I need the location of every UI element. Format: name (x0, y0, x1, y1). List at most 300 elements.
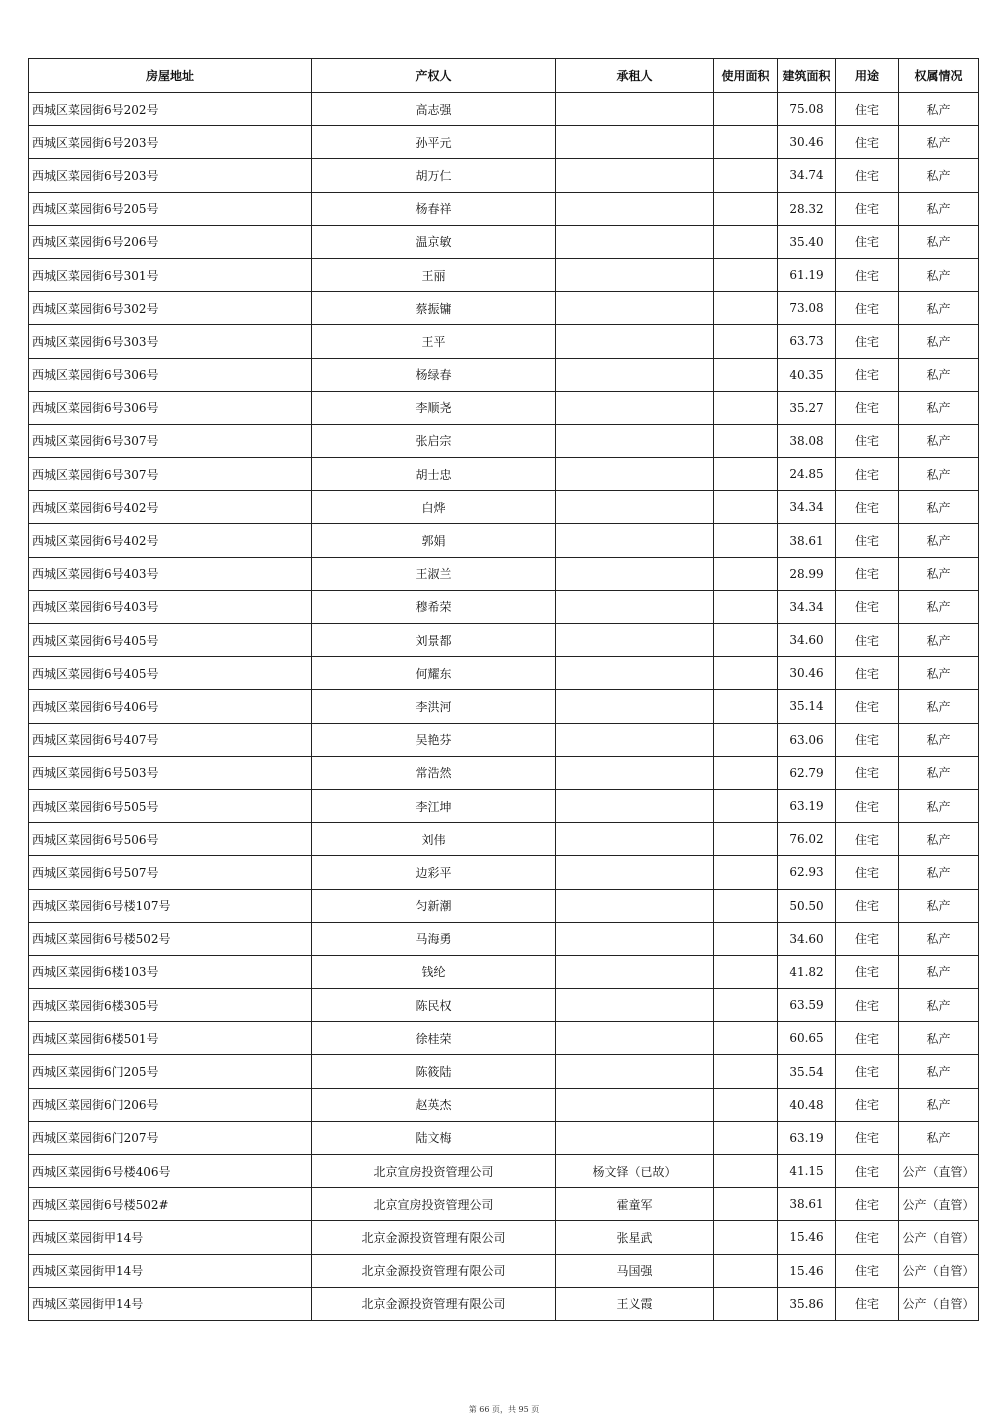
cell-usable-area (714, 93, 778, 126)
cell-building-area: 15.46 (778, 1254, 836, 1287)
table-row (29, 524, 979, 557)
cell-tenant (556, 225, 714, 258)
cell-usable-area (714, 823, 778, 856)
cell-usable-area (714, 126, 778, 159)
cell-owner: 王平 (312, 325, 556, 358)
cell-usable-area (714, 159, 778, 192)
cell-owner: 杨春祥 (312, 192, 556, 225)
cell-address: 西城区菜园街6号楼406号 (29, 1155, 312, 1188)
cell-building-area: 63.06 (778, 723, 836, 756)
cell-address: 西城区菜园街6号301号 (29, 258, 312, 291)
cell-building-area: 35.14 (778, 690, 836, 723)
cell-owner: 边彩平 (312, 856, 556, 889)
cell-tenant (556, 159, 714, 192)
header-usage: 用途 (836, 59, 899, 93)
cell-usable-area (714, 955, 778, 988)
table-row (29, 856, 979, 889)
cell-owner: 杨绿春 (312, 358, 556, 391)
cell-owner: 徐桂荣 (312, 1022, 556, 1055)
cell-tenant (556, 624, 714, 657)
cell-owner: 钱纶 (312, 955, 556, 988)
cell-usage: 住宅 (836, 192, 899, 225)
cell-building-area: 41.82 (778, 955, 836, 988)
cell-building-area: 63.73 (778, 325, 836, 358)
cell-ownership: 私产 (899, 258, 979, 291)
header-address: 房屋地址 (29, 59, 312, 93)
cell-owner: 匀新潮 (312, 889, 556, 922)
cell-tenant (556, 192, 714, 225)
cell-tenant (556, 491, 714, 524)
cell-address: 西城区菜园街6号203号 (29, 126, 312, 159)
cell-address: 西城区菜园街6号407号 (29, 723, 312, 756)
cell-usable-area (714, 192, 778, 225)
cell-tenant (556, 524, 714, 557)
cell-address: 西城区菜园街6号楼502号 (29, 922, 312, 955)
cell-tenant (556, 1022, 714, 1055)
cell-owner: 北京金源投资管理有限公司 (312, 1254, 556, 1287)
table-row (29, 458, 979, 491)
cell-address: 西城区菜园街6号306号 (29, 391, 312, 424)
cell-address: 西城区菜园街6号楼107号 (29, 889, 312, 922)
cell-ownership: 私产 (899, 889, 979, 922)
cell-ownership: 私产 (899, 657, 979, 690)
table-row (29, 989, 979, 1022)
cell-tenant (556, 922, 714, 955)
cell-ownership: 私产 (899, 756, 979, 789)
cell-address: 西城区菜园街6号402号 (29, 491, 312, 524)
table-row (29, 491, 979, 524)
cell-tenant (556, 258, 714, 291)
page-number: 第 66 页，共 95 页 (468, 1405, 540, 1414)
cell-usage: 住宅 (836, 889, 899, 922)
cell-ownership: 私产 (899, 723, 979, 756)
cell-usable-area (714, 391, 778, 424)
table-row (29, 1022, 979, 1055)
table-row (29, 889, 979, 922)
cell-usage: 住宅 (836, 225, 899, 258)
table-row (29, 756, 979, 789)
cell-usage: 住宅 (836, 258, 899, 291)
cell-owner: 王丽 (312, 258, 556, 291)
table-body (29, 93, 979, 1321)
cell-ownership: 私产 (899, 424, 979, 457)
cell-ownership: 私产 (899, 856, 979, 889)
cell-usable-area (714, 1155, 778, 1188)
cell-building-area: 38.08 (778, 424, 836, 457)
cell-usage: 住宅 (836, 358, 899, 391)
cell-ownership: 私产 (899, 690, 979, 723)
cell-address: 西城区菜园街6号405号 (29, 657, 312, 690)
cell-building-area: 40.48 (778, 1088, 836, 1121)
table-row (29, 789, 979, 822)
table-row (29, 1088, 979, 1121)
cell-address: 西城区菜园街6号307号 (29, 458, 312, 491)
cell-owner: 李洪河 (312, 690, 556, 723)
cell-owner: 马海勇 (312, 922, 556, 955)
cell-usable-area (714, 258, 778, 291)
table-row (29, 1188, 979, 1221)
cell-ownership: 私产 (899, 955, 979, 988)
cell-usable-area (714, 1121, 778, 1154)
cell-usable-area (714, 292, 778, 325)
cell-usable-area (714, 889, 778, 922)
cell-ownership: 私产 (899, 789, 979, 822)
cell-tenant: 马国强 (556, 1254, 714, 1287)
cell-usage: 住宅 (836, 624, 899, 657)
table-row (29, 192, 979, 225)
cell-tenant (556, 823, 714, 856)
cell-tenant (556, 723, 714, 756)
cell-usage: 住宅 (836, 1254, 899, 1287)
cell-ownership: 私产 (899, 1088, 979, 1121)
cell-usage: 住宅 (836, 1188, 899, 1221)
cell-tenant (556, 325, 714, 358)
table-row (29, 93, 979, 126)
cell-owner: 吴艳芬 (312, 723, 556, 756)
table-row (29, 1055, 979, 1088)
cell-address: 西城区菜园街6号203号 (29, 159, 312, 192)
cell-tenant: 霍童军 (556, 1188, 714, 1221)
cell-usable-area (714, 657, 778, 690)
header-usable-area: 使用面积 (714, 59, 778, 93)
cell-address: 西城区菜园街6号405号 (29, 624, 312, 657)
property-table (28, 58, 979, 1321)
cell-usable-area (714, 624, 778, 657)
cell-building-area: 62.93 (778, 856, 836, 889)
cell-building-area: 28.99 (778, 557, 836, 590)
cell-usage: 住宅 (836, 657, 899, 690)
cell-owner: 李顺尧 (312, 391, 556, 424)
cell-usable-area (714, 491, 778, 524)
cell-building-area: 61.19 (778, 258, 836, 291)
cell-building-area: 34.34 (778, 590, 836, 623)
cell-tenant (556, 458, 714, 491)
cell-usage: 住宅 (836, 159, 899, 192)
cell-usable-area (714, 424, 778, 457)
cell-usable-area (714, 358, 778, 391)
cell-building-area: 40.35 (778, 358, 836, 391)
cell-usable-area (714, 524, 778, 557)
cell-tenant: 王义霞 (556, 1287, 714, 1320)
cell-building-area: 50.50 (778, 889, 836, 922)
table-row (29, 391, 979, 424)
table-row (29, 258, 979, 291)
cell-building-area: 62.79 (778, 756, 836, 789)
cell-usable-area (714, 1188, 778, 1221)
cell-building-area: 63.19 (778, 789, 836, 822)
cell-ownership: 私产 (899, 292, 979, 325)
cell-building-area: 35.54 (778, 1055, 836, 1088)
cell-owner: 北京宣房投资管理公司 (312, 1188, 556, 1221)
cell-usable-area (714, 989, 778, 1022)
cell-address: 西城区菜园街甲14号 (29, 1221, 312, 1254)
cell-owner: 张启宗 (312, 424, 556, 457)
cell-building-area: 35.86 (778, 1287, 836, 1320)
table-row (29, 1287, 979, 1320)
cell-ownership: 公产（直管） (899, 1155, 979, 1188)
cell-usable-area (714, 690, 778, 723)
table-row (29, 690, 979, 723)
cell-address: 西城区菜园街6号302号 (29, 292, 312, 325)
cell-tenant (556, 989, 714, 1022)
cell-ownership: 公产（自管） (899, 1221, 979, 1254)
table-row (29, 225, 979, 258)
cell-owner: 何耀东 (312, 657, 556, 690)
cell-tenant (556, 1055, 714, 1088)
cell-address: 西城区菜园街6门206号 (29, 1088, 312, 1121)
cell-address: 西城区菜园街6号505号 (29, 789, 312, 822)
cell-ownership: 私产 (899, 458, 979, 491)
cell-tenant (556, 358, 714, 391)
cell-ownership: 公产（直管） (899, 1188, 979, 1221)
cell-ownership: 私产 (899, 192, 979, 225)
cell-usable-area (714, 723, 778, 756)
table-row (29, 292, 979, 325)
cell-usage: 住宅 (836, 292, 899, 325)
cell-usable-area (714, 856, 778, 889)
cell-usable-area (714, 756, 778, 789)
cell-usage: 住宅 (836, 557, 899, 590)
header-row (29, 59, 979, 93)
cell-ownership: 私产 (899, 358, 979, 391)
cell-owner: 郭娟 (312, 524, 556, 557)
cell-ownership: 私产 (899, 225, 979, 258)
cell-owner: 温京敏 (312, 225, 556, 258)
cell-usable-area (714, 1287, 778, 1320)
table-row (29, 325, 979, 358)
cell-building-area: 34.60 (778, 624, 836, 657)
cell-ownership: 私产 (899, 922, 979, 955)
table-row (29, 624, 979, 657)
cell-owner: 北京金源投资管理有限公司 (312, 1221, 556, 1254)
cell-owner: 高志强 (312, 93, 556, 126)
cell-usable-area (714, 590, 778, 623)
cell-usage: 住宅 (836, 325, 899, 358)
cell-building-area: 35.40 (778, 225, 836, 258)
cell-building-area: 30.46 (778, 126, 836, 159)
cell-owner: 北京金源投资管理有限公司 (312, 1287, 556, 1320)
cell-tenant (556, 789, 714, 822)
cell-usable-area (714, 1022, 778, 1055)
header-owner: 产权人 (312, 59, 556, 93)
cell-address: 西城区菜园街6号403号 (29, 557, 312, 590)
cell-address: 西城区菜园街6号403号 (29, 590, 312, 623)
cell-ownership: 私产 (899, 391, 979, 424)
cell-building-area: 30.46 (778, 657, 836, 690)
cell-building-area: 75.08 (778, 93, 836, 126)
cell-usable-area (714, 458, 778, 491)
cell-tenant (556, 889, 714, 922)
cell-owner: 刘伟 (312, 823, 556, 856)
cell-usable-area (714, 1221, 778, 1254)
cell-building-area: 63.59 (778, 989, 836, 1022)
cell-usage: 住宅 (836, 458, 899, 491)
cell-usage: 住宅 (836, 789, 899, 822)
table-row (29, 1155, 979, 1188)
table-row (29, 922, 979, 955)
cell-usage: 住宅 (836, 1155, 899, 1188)
cell-tenant (556, 557, 714, 590)
cell-usable-area (714, 789, 778, 822)
cell-usage: 住宅 (836, 690, 899, 723)
cell-owner: 陈筱陆 (312, 1055, 556, 1088)
cell-usable-area (714, 1055, 778, 1088)
cell-building-area: 34.60 (778, 922, 836, 955)
cell-tenant (556, 292, 714, 325)
cell-owner: 常浩然 (312, 756, 556, 789)
cell-usage: 住宅 (836, 1022, 899, 1055)
cell-owner: 白烨 (312, 491, 556, 524)
cell-address: 西城区菜园街6号202号 (29, 93, 312, 126)
cell-tenant (556, 1088, 714, 1121)
cell-address: 西城区菜园街6号307号 (29, 424, 312, 457)
cell-ownership: 公产（自管） (899, 1254, 979, 1287)
cell-tenant (556, 1121, 714, 1154)
cell-address: 西城区菜园街6门205号 (29, 1055, 312, 1088)
cell-building-area: 41.15 (778, 1155, 836, 1188)
cell-usage: 住宅 (836, 93, 899, 126)
cell-owner: 陆文梅 (312, 1121, 556, 1154)
cell-usage: 住宅 (836, 723, 899, 756)
cell-usage: 住宅 (836, 1287, 899, 1320)
cell-building-area: 73.08 (778, 292, 836, 325)
cell-owner: 刘景都 (312, 624, 556, 657)
table-row (29, 1121, 979, 1154)
cell-building-area: 76.02 (778, 823, 836, 856)
cell-address: 西城区菜园街甲14号 (29, 1254, 312, 1287)
cell-owner: 蔡振镛 (312, 292, 556, 325)
cell-ownership: 私产 (899, 491, 979, 524)
cell-usage: 住宅 (836, 1088, 899, 1121)
cell-owner: 李江坤 (312, 789, 556, 822)
cell-building-area: 34.34 (778, 491, 836, 524)
cell-usage: 住宅 (836, 989, 899, 1022)
cell-usage: 住宅 (836, 856, 899, 889)
cell-tenant (556, 126, 714, 159)
cell-usage: 住宅 (836, 424, 899, 457)
cell-usable-area (714, 922, 778, 955)
cell-ownership: 私产 (899, 624, 979, 657)
cell-owner: 陈民权 (312, 989, 556, 1022)
cell-building-area: 38.61 (778, 524, 836, 557)
cell-tenant (556, 590, 714, 623)
table-row (29, 557, 979, 590)
cell-address: 西城区菜园街6号楼502# (29, 1188, 312, 1221)
cell-ownership: 公产（自管） (899, 1287, 979, 1320)
cell-tenant (556, 424, 714, 457)
cell-usage: 住宅 (836, 391, 899, 424)
cell-address: 西城区菜园街6号507号 (29, 856, 312, 889)
cell-ownership: 私产 (899, 159, 979, 192)
table-row (29, 424, 979, 457)
cell-tenant (556, 657, 714, 690)
cell-usage: 住宅 (836, 756, 899, 789)
cell-tenant (556, 756, 714, 789)
cell-usage: 住宅 (836, 955, 899, 988)
cell-usable-area (714, 225, 778, 258)
cell-usable-area (714, 557, 778, 590)
cell-tenant (556, 690, 714, 723)
table-row (29, 723, 979, 756)
cell-usage: 住宅 (836, 491, 899, 524)
table-row (29, 955, 979, 988)
cell-ownership: 私产 (899, 823, 979, 856)
cell-tenant (556, 391, 714, 424)
cell-owner: 王淑兰 (312, 557, 556, 590)
cell-address: 西城区菜园街6楼501号 (29, 1022, 312, 1055)
cell-address: 西城区菜园街6号206号 (29, 225, 312, 258)
cell-usage: 住宅 (836, 1055, 899, 1088)
cell-building-area: 60.65 (778, 1022, 836, 1055)
cell-usage: 住宅 (836, 126, 899, 159)
cell-building-area: 15.46 (778, 1221, 836, 1254)
cell-building-area: 28.32 (778, 192, 836, 225)
cell-ownership: 私产 (899, 1121, 979, 1154)
cell-address: 西城区菜园街6门207号 (29, 1121, 312, 1154)
cell-tenant: 杨文铎（已故） (556, 1155, 714, 1188)
cell-address: 西城区菜园街6号306号 (29, 358, 312, 391)
table-row (29, 1221, 979, 1254)
cell-ownership: 私产 (899, 126, 979, 159)
cell-ownership: 私产 (899, 1055, 979, 1088)
cell-address: 西城区菜园街6号406号 (29, 690, 312, 723)
cell-ownership: 私产 (899, 93, 979, 126)
cell-building-area: 24.85 (778, 458, 836, 491)
cell-tenant (556, 955, 714, 988)
cell-building-area: 38.61 (778, 1188, 836, 1221)
table-row (29, 1254, 979, 1287)
cell-ownership: 私产 (899, 524, 979, 557)
header-ownership: 权属情况 (899, 59, 979, 93)
cell-usage: 住宅 (836, 590, 899, 623)
cell-ownership: 私产 (899, 1022, 979, 1055)
cell-owner: 北京宣房投资管理公司 (312, 1155, 556, 1188)
cell-tenant (556, 93, 714, 126)
cell-owner: 胡万仁 (312, 159, 556, 192)
cell-address: 西城区菜园街6号506号 (29, 823, 312, 856)
cell-usage: 住宅 (836, 823, 899, 856)
cell-usable-area (714, 1254, 778, 1287)
table-row (29, 590, 979, 623)
cell-ownership: 私产 (899, 325, 979, 358)
cell-usable-area (714, 1088, 778, 1121)
table-row (29, 358, 979, 391)
cell-address: 西城区菜园街甲14号 (29, 1287, 312, 1320)
cell-tenant (556, 856, 714, 889)
header-tenant: 承租人 (556, 59, 714, 93)
cell-ownership: 私产 (899, 590, 979, 623)
cell-building-area: 34.74 (778, 159, 836, 192)
table-row (29, 823, 979, 856)
cell-usable-area (714, 325, 778, 358)
table-row (29, 159, 979, 192)
cell-building-area: 35.27 (778, 391, 836, 424)
cell-usage: 住宅 (836, 1221, 899, 1254)
cell-ownership: 私产 (899, 557, 979, 590)
cell-address: 西城区菜园街6楼305号 (29, 989, 312, 1022)
cell-owner: 孙平元 (312, 126, 556, 159)
cell-address: 西城区菜园街6号402号 (29, 524, 312, 557)
cell-address: 西城区菜园街6楼103号 (29, 955, 312, 988)
cell-usage: 住宅 (836, 922, 899, 955)
cell-usage: 住宅 (836, 524, 899, 557)
cell-owner: 赵英杰 (312, 1088, 556, 1121)
header-building-area: 建筑面积 (778, 59, 836, 93)
cell-address: 西城区菜园街6号303号 (29, 325, 312, 358)
cell-address: 西城区菜园街6号205号 (29, 192, 312, 225)
cell-ownership: 私产 (899, 989, 979, 1022)
cell-building-area: 63.19 (778, 1121, 836, 1154)
